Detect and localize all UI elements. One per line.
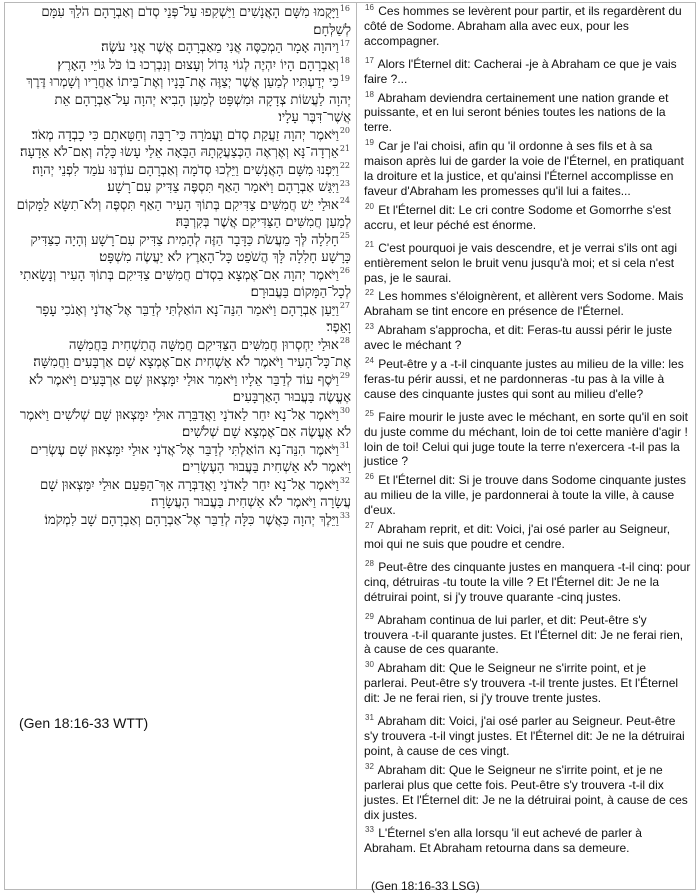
verse-number: 19 — [365, 138, 374, 148]
verse-number: 28 — [365, 558, 374, 568]
french-verse — [364, 522, 692, 552]
verse-text: וַיֵּלֶךְ יְהוָה כַּאֲשֶׁר כִּלָּה לְדַבֵּר אֶל־אַבְרָהָם וְאַבְרָהָם שָׁב לִמְקֹמוֹ׃ — [44, 512, 339, 528]
hebrew-column — [11, 4, 351, 529]
hebrew-verse — [11, 302, 351, 337]
verse-number: 21 — [339, 143, 350, 153]
verse-number: 21 — [365, 239, 374, 249]
verse-text: Et l'Éternel dit: Si je trouve dans Sodome cinquante justes au milieu de la ville, je pardonnerai à toute la ville, à cause d'eux. — [364, 473, 687, 518]
verse-number: 30 — [339, 406, 350, 416]
verse-text: C'est pourquoi je vais descendre, et je verrai s'ils ont agi entièrement selon le bruit venu jusqu'à moi; et si cela n'est pas, je le saurai. — [364, 240, 677, 285]
french-verse — [364, 763, 692, 823]
hebrew-verse — [11, 372, 351, 407]
column-divider — [356, 3, 357, 889]
french-verse — [364, 203, 692, 233]
french-reference: (Gen 18:16-33 LSG) — [371, 879, 480, 893]
hebrew-verse — [11, 127, 351, 145]
verse-number: 29 — [365, 611, 374, 621]
verse-number: 22 — [339, 161, 350, 171]
hebrew-verse — [11, 512, 351, 530]
hebrew-verse — [11, 267, 351, 302]
verse-text: Et l'Éternel dit: Le cri contre Sodome et Gomorrhe s'est accru, et leur péché est énorme. — [364, 202, 671, 232]
verse-number: 20 — [365, 201, 374, 211]
verse-text: Les hommes s'éloignèrent, et allèrent vers Sodome. Mais Abraham se tint encore en présence de l'Éternel. — [364, 289, 684, 319]
verse-text: Abraham continua de lui parler, et dit: Peut-être s'y trouvera -t-il quarante justes. Et l'Éternel dit: Je ne ferai rien, à cause de ces quarante. — [364, 612, 684, 657]
hebrew-verse — [11, 337, 351, 372]
verse-number: 16 — [339, 3, 350, 13]
verse-number: 17 — [339, 38, 350, 48]
verse-text: כִּי יְדַעְתִּיו לְמַעַן אֲשֶׁר יְצַוֶּה אֶת־בָּנָיו וְאֶת־בֵּיתוֹ אַחֲרָיו וְשָׁמְרוּ דֶּרֶךְ יְהוָה לַעֲשׂוֹת צְדָקָה וּמִשְׁפָּט לְמַעַן הָבִיא יְהוָה עַל־אַבְרָהָם אֵת אֲשֶׁר־דִּבֶּר עָלָיו׃ — [26, 75, 351, 125]
verse-text: Peut-être y a -t-il cinquante justes au milieu de la ville: les feras-tu périr aussi, et ne pardonneras -tu pas à la ville à cause des cinquante justes qui sont au milieu d'elle? — [364, 357, 684, 401]
french-verse — [364, 661, 692, 706]
verse-text: Abraham reprit, et dit: Voici, j'ai osé parler au Seigneur, moi qui ne suis que poudre et cendre. — [364, 522, 671, 551]
french-verse — [364, 57, 692, 87]
parallel-bible-table — [4, 2, 696, 893]
verse-text: Abraham dit: Que le Seigneur ne s'irrite point, et je parlerai. Peut-être s'y trouvera -t-il trente justes. Et l'Éternel dit: Je ne ferai rien, si j'y trouve trente justes. — [364, 661, 679, 706]
verse-number: 25 — [365, 408, 374, 418]
french-verse — [364, 410, 692, 470]
verse-number: 18 — [339, 56, 350, 66]
french-verse — [364, 4, 692, 49]
verse-text: וַיֹּאמֶר אַל־נָא יִחַר לַאדֹנָי וַאֲדַבְּרָה אַךְ־הַפַּעַם אוּלַי יִמָּצְאוּן שָׁם עֲשָׂרָה וַיֹּאמֶר לֹא אַשְׁחִית בַּעֲבוּר הָעֲשָׂרָה׃ — [40, 477, 351, 510]
hebrew-verse — [11, 162, 351, 180]
verse-text: L'Éternel s'en alla lorsqu 'il eut achevé de parler à Abraham. Et Abraham retourna dans sa demeure. — [364, 826, 642, 856]
hebrew-verse — [11, 144, 351, 162]
verse-text: Ces hommes se levèrent pour partir, et ils regardèrent du côté de Sodome. Abraham alla avec eux, pour les accompagner. — [364, 4, 682, 48]
french-verse — [364, 91, 692, 136]
hebrew-reference: (Gen 18:16-33 WTT) — [19, 715, 149, 731]
verse-number: 29 — [339, 371, 350, 381]
hebrew-verse — [11, 179, 351, 197]
verse-text: Alors l'Éternel dit: Cacherai -je à Abraham ce que je vais faire ?... — [364, 56, 677, 86]
french-verse — [364, 139, 692, 199]
hebrew-verse — [11, 39, 351, 57]
hebrew-verse — [11, 74, 351, 127]
verse-number: 24 — [365, 356, 374, 366]
verse-number: 33 — [365, 825, 374, 835]
verse-number: 27 — [339, 301, 350, 311]
verse-text: Abraham s'approcha, et dit: Feras-tu aussi périr le juste avec le méchant ? — [364, 323, 673, 353]
verse-number: 23 — [365, 322, 374, 332]
french-verse — [364, 826, 692, 856]
french-verse — [364, 289, 692, 319]
french-verse — [364, 357, 692, 402]
verse-number: 27 — [365, 521, 374, 531]
verse-text: וַיִּגַּשׁ אַבְרָהָם וַיֹּאמַר הַאַף תִּסְפֶּה צַדִּיק עִם־רָשָׁע׃ — [107, 180, 339, 195]
verse-number: 30 — [365, 660, 374, 670]
verse-text: Car je l'ai choisi, afin qu 'il ordonne à ses fils et à sa maison après lui de garder la voie de l'Éternel, en pratiquant la droiture et la justice, et qu'ainsi l'Éternel accomplisse en faveur d'Abraham les promesses qu'il lui a faites... — [364, 139, 684, 198]
verse-text: אֵרְדָה־נָּא וְאֶרְאֶה הַכְּצַעֲקָתָהּ הַבָּאָה אֵלַי עָשׂוּ כָּלָה וְאִם־לֹא אֵדָעָה׃ — [20, 145, 339, 160]
hebrew-verse — [11, 232, 351, 267]
verse-text: וַיֹּאמֶר אַל־נָא יִחַר לַאדֹנָי וַאֲדַבֵּרָה אוּלַי יִמָּצְאוּן שָׁם שְׁלֹשִׁים וַיֹּאמֶר לֹא אֶעֱשֶׂה אִם־אֶמְצָא שָׁם שְׁלֹשִׁים׃ — [19, 407, 351, 440]
hebrew-verse — [11, 477, 351, 512]
verse-number: 28 — [339, 336, 350, 346]
french-verse — [364, 560, 692, 605]
french-verse — [364, 241, 692, 286]
french-verse — [364, 473, 692, 518]
verse-text: וַיֹּסֶף עוֹד לְדַבֵּר אֵלָיו וַיֹּאמַר אוּלַי יִמָּצְאוּן שָׁם אַרְבָּעִים וַיֹּאמֶר לֹא אֶעֱשֶׂה בַּעֲבוּר הָאַרְבָּעִים׃ — [28, 372, 351, 405]
verse-number: 19 — [339, 73, 350, 83]
verse-text: וַיַּעַן אַבְרָהָם וַיֹּאמַר הִנֵּה־נָא הוֹאַלְתִּי לְדַבֵּר אֶל־אֲדֹנָי וְאָנֹכִי עָפָר וָאֵפֶר׃ — [35, 302, 351, 335]
verse-number: 16 — [365, 3, 374, 12]
verse-text: וַיָּקֻמוּ מִשָּׁם הָאֲנָשִׁים וַיַּשְׁקִפוּ עַל־פְּנֵי סְדֹם וְאַבְרָהָם הֹלֵךְ עִמָּם לְשַׁלְּחָם׃ — [41, 5, 351, 38]
verse-text: וַיֹּאמֶר הִנֵּה־נָא הוֹאַלְתִּי לְדַבֵּר אֶל־אֲדֹנָי אוּלַי יִמָּצְאוּן שָׁם עֶשְׂרִים וַיֹּאמֶר לֹא אַשְׁחִית בַּעֲבוּר הָעֶשְׂרִים׃ — [30, 442, 351, 475]
hebrew-verse — [11, 197, 351, 232]
verse-number: 31 — [339, 441, 350, 451]
verse-number: 31 — [365, 713, 374, 723]
verse-text: Abraham deviendra certainement une nation grande et puissante, et en lui seront bénies toutes les nations de la terre. — [364, 90, 669, 135]
verse-number: 25 — [339, 231, 350, 241]
french-verse — [364, 613, 692, 658]
french-column — [364, 4, 692, 860]
verse-text: Peut-être des cinquante justes en manquera -t-il cinq: pour cinq, détruiras -tu toute la ville ? Et l'Éternel dit: Je ne la détruirai point, si j'y trouve quarante -cinq justes. — [364, 559, 691, 604]
hebrew-verse — [11, 57, 351, 75]
hebrew-verse — [11, 4, 351, 39]
verse-number: 26 — [365, 472, 374, 482]
verse-text: וַיֹּאמֶר יְהוָה אִם־אֶמְצָא בִסְדֹם חֲמִשִּׁים צַדִּיקִם בְּתוֹךְ הָעִיר וְנָשָׂאתִי לְכָל־הַמָּקוֹם בַּעֲבוּרָם׃ — [19, 267, 351, 300]
verse-text: וְאַבְרָהָם הָיוֹ יִהְיֶה לְגוֹי גָּדוֹל וְעָצוּם וְנִבְרְכוּ בוֹ כֹּל גּוֹיֵי הָאָרֶץ׃ — [57, 57, 339, 73]
verse-text: חָלִלָה לְּךָ מֵעֲשֹׂת כַּדָּבָר הַזֶּה לְהָמִית צַדִּיק עִם־רָשָׁע וְהָיָה כַצַּדִּיק כָּרָשָׁע חָלִלָה לָּךְ הֲשֹׁפֵט כָּל־הָאָרֶץ לֹא יַעֲשֶׂה מִשְׁפָּט׃ — [30, 232, 351, 265]
verse-number: 33 — [339, 511, 350, 521]
verse-number: 32 — [365, 761, 374, 771]
verse-text: וַיֹּאמֶר יְהוָה זַעֲקַת סְדֹם וַעֲמֹרָה כִּי־רָבָּה וְחַטָּאתָם כִּי כָבְדָה מְאֹד׃ — [31, 127, 339, 143]
verse-text: Abraham dit: Voici, j'ai osé parler au Seigneur. Peut-être s'y trouvera -t-il vingt justes. Et l'Éternel dit: Je ne la détruirai point, à cause de ces vingt. — [364, 714, 685, 758]
french-verse — [364, 323, 692, 353]
hebrew-verse — [11, 442, 351, 477]
verse-number: 17 — [365, 55, 374, 65]
verse-text: Abraham dit: Que le Seigneur ne s'irrite point, et je ne parlerai plus que cette fois. Peut-être s'y trouvera -t-il dix justes. Et l'Éternel dit: Je ne la détruirai point, à cause de ces dix justes. — [364, 762, 688, 822]
verse-number: 22 — [365, 288, 374, 298]
verse-text: Faire mourir le juste avec le méchant, en sorte qu'il en soit du juste comme du méchant, loin de toi cette manière d'agir ! loin de toi! Celui qui juge toute la terre n'exercera -t-il pas la justice ? — [364, 409, 689, 469]
hebrew-verse — [11, 407, 351, 442]
verse-number: 24 — [339, 196, 350, 206]
verse-number: 32 — [339, 476, 350, 486]
verse-text: וַיהוָה אָמָר הַמְכַסֶּה אֲנִי מֵאַבְרָהָם אֲשֶׁר אֲנִי עֹשֶׂה׃ — [101, 40, 339, 55]
verse-number: 20 — [339, 126, 350, 136]
verse-text: אוּלַי יַחְסְרוּן חֲמִשִּׁים הַצַּדִּיקִם חֲמִשָּׁה הֲתַשְׁחִית בַּחֲמִשָּׁה אֶת־כָּל־הָעִיר וַיֹּאמֶר לֹא אַשְׁחִית אִם־אֶמְצָא שָׁם אַרְבָּעִים וַחֲמִשָּׁה׃ — [33, 337, 351, 370]
verse-number: 23 — [339, 178, 350, 188]
verse-text: אוּלַי יֵשׁ חֲמִשִּׁים צַדִּיקִם בְּתוֹךְ הָעִיר הַאַף תִּסְפֶּה וְלֹא־תִשָּׂא לַמָּקוֹם לְמַעַן חֲמִשִּׁים הַצַּדִּיקִם אֲשֶׁר בְּקִרְבָּהּ׃ — [16, 197, 351, 230]
verse-text: וַיִּפְנוּ מִשָּׁם הָאֲנָשִׁים וַיֵּלְכוּ סְדֹמָה וְאַבְרָהָם עוֹדֶנּוּ עֹמֵד לִפְנֵי יְהוָה׃ — [32, 162, 339, 178]
verse-number: 26 — [339, 266, 350, 276]
french-verse — [364, 714, 692, 759]
verse-number: 18 — [365, 89, 374, 99]
